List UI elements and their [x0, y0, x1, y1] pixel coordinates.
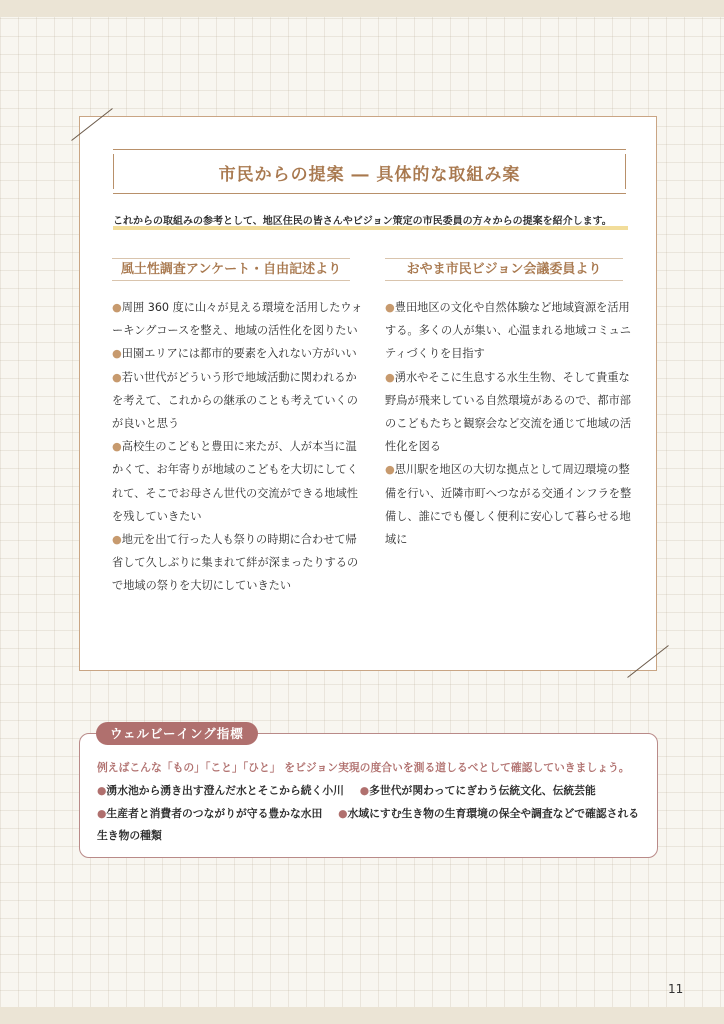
bullet-icon: ●	[338, 806, 348, 820]
bullet-icon: ●	[385, 301, 395, 314]
bullet-icon: ●	[112, 301, 122, 314]
bullet-icon: ●	[97, 806, 107, 820]
list-item: ●湧水やそこに生息する水生生物、そして貴重な野鳥が飛来している自然環境があるので、都市部のこどもたちと観察会など交流を通じて地域の活性化を図る	[385, 370, 632, 454]
list-item: ●思川駅を地区の大切な拠点として周辺環境の整備を行い、近隣市町へつながる交通インフラを整備し、誰にでも優しく便利に安心して暮らせる地域に	[385, 463, 632, 547]
list-item: ●豊田地区の文化や自然体験など地域資源を活用する。多くの人が集い、心温まれる地域コミュニティづくりを目指す	[385, 301, 631, 361]
list-item: ●高校生のこどもと豊田に来たが、人が本当に温かくて、お年寄りが地域のこどもを大切にしてくれて、そこでお母さん世代の交流ができる地域性を残していきたい	[112, 440, 358, 523]
wellbeing-tag: ウェルビーイング指標	[96, 722, 258, 745]
title-frame	[113, 149, 626, 194]
bullet-icon: ●	[385, 463, 395, 477]
bullet-icon: ●	[112, 440, 122, 454]
list-item: ●水域にすむ生き物の生育環境の保全や調査などで確認される生き物の種類	[97, 806, 640, 842]
bullet-icon: ●	[97, 784, 107, 797]
bullet-icon: ●	[359, 784, 370, 797]
intro-text: これからの取組みの参考として、地区住民の皆さんやビジョン策定の市民委員の方々からの提案を紹介します。	[113, 212, 628, 230]
right-column-heading: おやま市民ビジョン会議委員より	[385, 258, 623, 281]
bottom-band	[0, 1007, 724, 1024]
list-item: ●生産者と消費者のつながりが守る豊かな水田	[97, 806, 323, 820]
left-column-list	[112, 296, 364, 598]
bullet-icon: ●	[112, 347, 122, 361]
bullet-icon: ●	[385, 370, 395, 384]
bullet-icon: ●	[112, 370, 122, 384]
list-item: ●湧水池から湧き出す澄んだ水とそこから続く小川	[97, 784, 344, 797]
wellbeing-list	[97, 780, 647, 848]
list-item: ●地元を出て行った人も祭りの時期に合わせて帰省して久しぶりに集まれて絆が深まったりするので地域の祭りを大切にしていきたい	[112, 533, 359, 593]
left-column-heading: 風土性調査アンケート・自由記述より	[112, 258, 350, 281]
list-item: ●周囲 360 度に山々が見える環境を活用したウォーキングコースを整え、地域の活性化を図りたい	[112, 301, 363, 338]
list-item: ●田園エリアには都市的要素を入れない方がいい	[112, 347, 357, 361]
list-item: ●多世代が関わってにぎわう伝統文化、伝統芸能	[359, 784, 596, 797]
bullet-icon: ●	[112, 533, 122, 547]
page-title: 市民からの提案 ― 具体的な取組み案	[218, 165, 521, 185]
wellbeing-lead: 例えばこんな「もの」「こと」「ひと」 をビジョン実現の度合いを測る道しるべとして確認していきましょう。	[97, 761, 630, 774]
list-item: ●若い世代がどういう形で地域活動に関われるかを考えて、これからの継承のことも考えていくのが良いと思う	[112, 370, 358, 431]
right-column-list	[385, 296, 637, 551]
page-number: 11	[668, 982, 684, 996]
top-band	[0, 0, 724, 17]
